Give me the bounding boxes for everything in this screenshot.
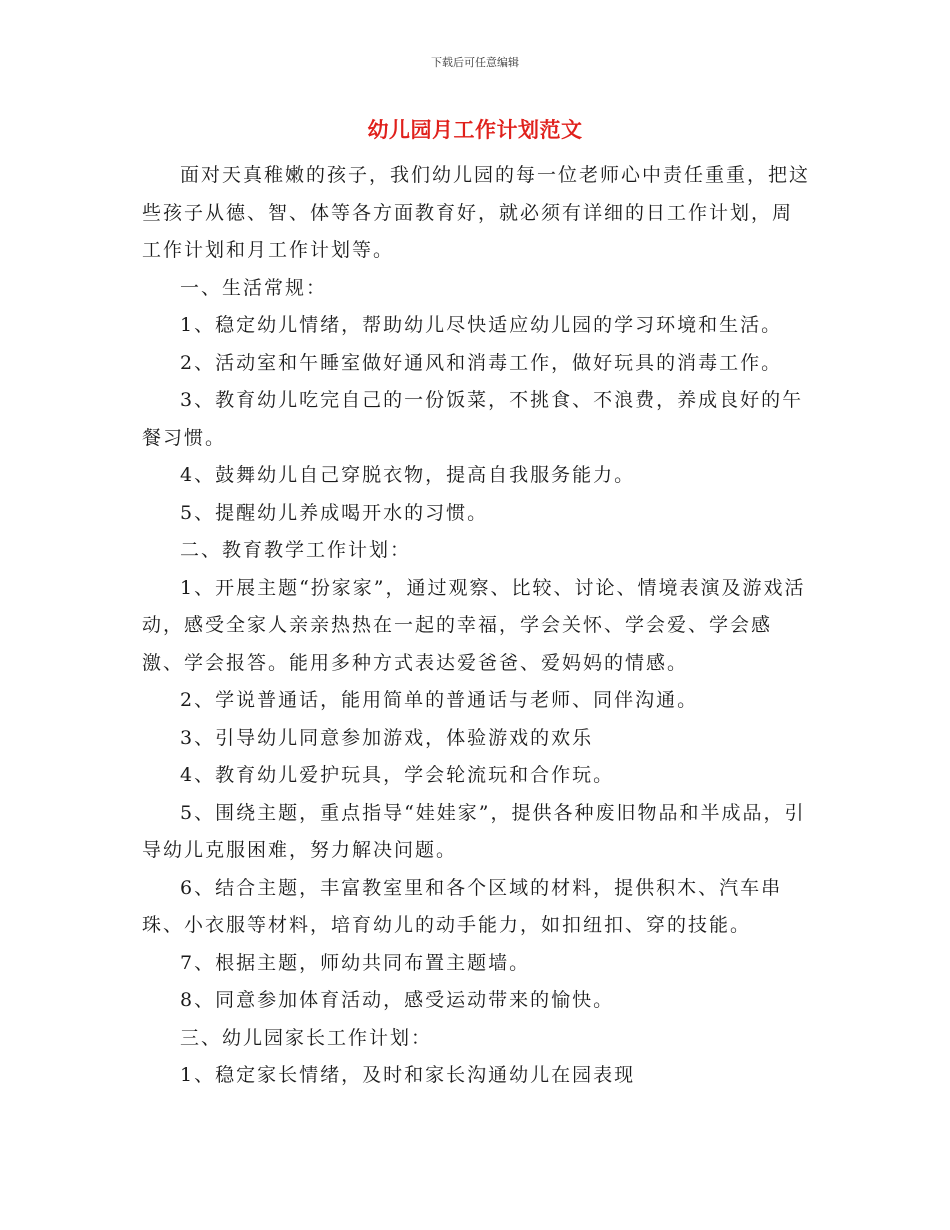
paragraph-intro: 面对天真稚嫩的孩子，我们幼儿园的每一位老师心中责任重重，把这些孩子从德、智、体等各方面教育好，就必须有详细的日工作计划，周工作计划和月工作计划等。 — [142, 164, 811, 261]
list-item: 1、稳定幼儿情绪，帮助幼儿尽快适应幼儿园的学习环境和生活。 — [180, 314, 783, 336]
list-item: 1、稳定家长情绪，及时和家长沟通幼儿在园表现 — [180, 1064, 636, 1086]
list-item: 6、结合主题，丰富教室里和各个区域的材料，提供积木、汽车串珠、小衣服等材料，培育幼儿的动手能力，如扣纽扣、穿的技能。 — [142, 876, 783, 936]
list-item: 1、开展主题“扮家家”，通过观察、比较、讨论、情境表演及游戏活动，感受全家人亲亲热热在一起的幸福，学会关怀、学会爱、学会感激、学会报答。能用多种方式表达爱爸爸、爱妈妈的情感。 — [142, 576, 806, 674]
list-item: 3、引导幼儿同意参加游戏，体验游戏的欢乐 — [180, 726, 594, 749]
list-item: 4、鼓舞幼儿自己穿脱衣物，提高自我服务能力。 — [180, 464, 636, 486]
list-item: 5、提醒幼儿养成喝开水的习惯。 — [180, 501, 489, 524]
list-item: 7、根据主题，师幼共同布置主题墙。 — [180, 951, 531, 974]
list-item: 8、同意参加体育活动，感受运动带来的愉快。 — [180, 989, 615, 1011]
section-heading-daily-routine: 一、生活常规： — [180, 276, 328, 299]
list-item: 2、学说普通话，能用简单的普通话与老师、同伴沟通。 — [180, 689, 699, 711]
document-title: 幼儿园月工作计划范文 — [367, 117, 583, 142]
list-item: 3、教育幼儿吃完自己的一份饭菜，不挑食、不浪费，养成良好的午餐习惯。 — [142, 389, 804, 449]
header-note: 下载后可任意编辑 — [431, 56, 519, 69]
section-heading-parent-work: 三、幼儿园家长工作计划： — [180, 1026, 433, 1049]
list-item: 2、活动室和午睡室做好通风和消毒工作，做好玩具的消毒工作。 — [180, 351, 783, 374]
section-heading-teaching-plan: 二、教育教学工作计划： — [180, 539, 412, 561]
document-body — [142, 157, 810, 1095]
list-item: 4、教育幼儿爱护玩具，学会轮流玩和合作玩。 — [180, 764, 615, 786]
list-item: 5、围绕主题，重点指导“娃娃家”，提供各种废旧物品和半成品，引导幼儿克服困难，努力解决问题。 — [142, 801, 806, 861]
